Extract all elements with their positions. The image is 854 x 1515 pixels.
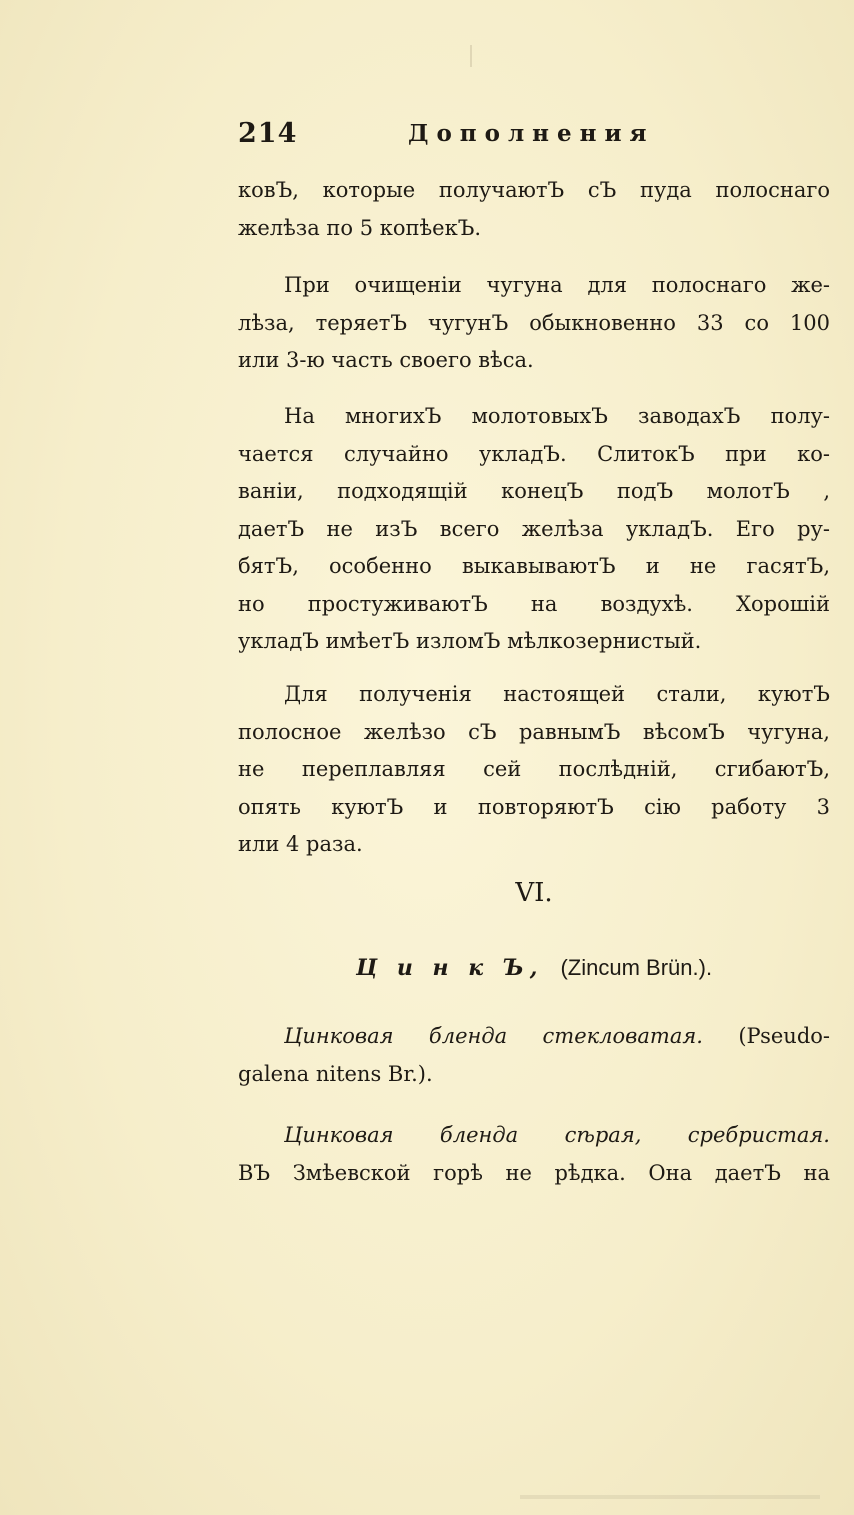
paragraph-2 [238,267,830,380]
text-line: не переплавляя сей послѣдній, сгибаютЪ, [238,757,830,781]
text-line: укладЪ имѣетЪ изломЪ мѣлкозернистый. [238,629,702,653]
text-line: чается случайно укладЪ. СлитокЪ при ко- [238,441,830,466]
entry-1 [238,1018,830,1093]
section-title [238,955,830,981]
section-title-latin: (Zincum Brün.). [560,955,713,980]
section-number: VI. [515,878,553,908]
text-line: galena nitens Br.). [238,1061,433,1086]
text-line: ваніи, подходящій конецЪ подЪ молотЪ , [238,479,830,503]
text-line: но простуживаютЪ на воздухѣ. Хорошій [238,591,830,616]
running-head: Дополнения [408,120,655,147]
paragraph-4 [238,676,830,864]
text-line: бятЪ, особенно выкавываютЪ и не гасятЪ, [238,554,830,578]
entry-2 [238,1117,830,1192]
text-line: ковЪ, которые получаютЪ сЪ пуда полоснаго [238,178,830,202]
text-line: даетЪ не изЪ всего желѣза укладЪ. Его ру- [238,516,830,541]
text-line: или 3-ю часть своего вѣса. [238,348,534,372]
text-line: При очищеніи чугуна для полоснаго же- [284,273,830,297]
entry-italic: Цинковая бленда стекловатая. [284,1024,703,1048]
paragraph-1 [238,172,830,247]
entry-italic: Цинковая бленда сѣрая, сребристая. [284,1123,830,1147]
text-line: полосное желѣзо сЪ равнымЪ вѣсомЪ чугуна, [238,719,830,744]
section-title-name: Ц и н к Ъ, [355,955,544,981]
entry-rest: (Pseudo- [738,1024,830,1048]
page-number: 214 [238,118,298,149]
text-line [238,1018,830,1056]
page-edge-shadow [520,1495,820,1499]
page-header [238,118,828,154]
text-line: ВЪ Змѣевской горѣ не рѣдка. Она даетЪ на [238,1160,830,1185]
text-line: или 4 раза. [238,832,363,856]
text-line: желѣза по 5 копѣекЪ. [238,215,482,240]
text-line: опять куютЪ и повторяютЪ сію работу 3 [238,794,830,819]
text-line: На многихЪ молотовыхЪ заводахЪ полу- [284,404,830,428]
text-line: Для полученія настоящей стали, куютЪ [284,682,830,706]
print-mark [470,45,472,67]
paragraph-3 [238,398,830,661]
text-line: лѣза, теряетЪ чугунЪ обыкновенно 33 со 100 [238,310,830,335]
